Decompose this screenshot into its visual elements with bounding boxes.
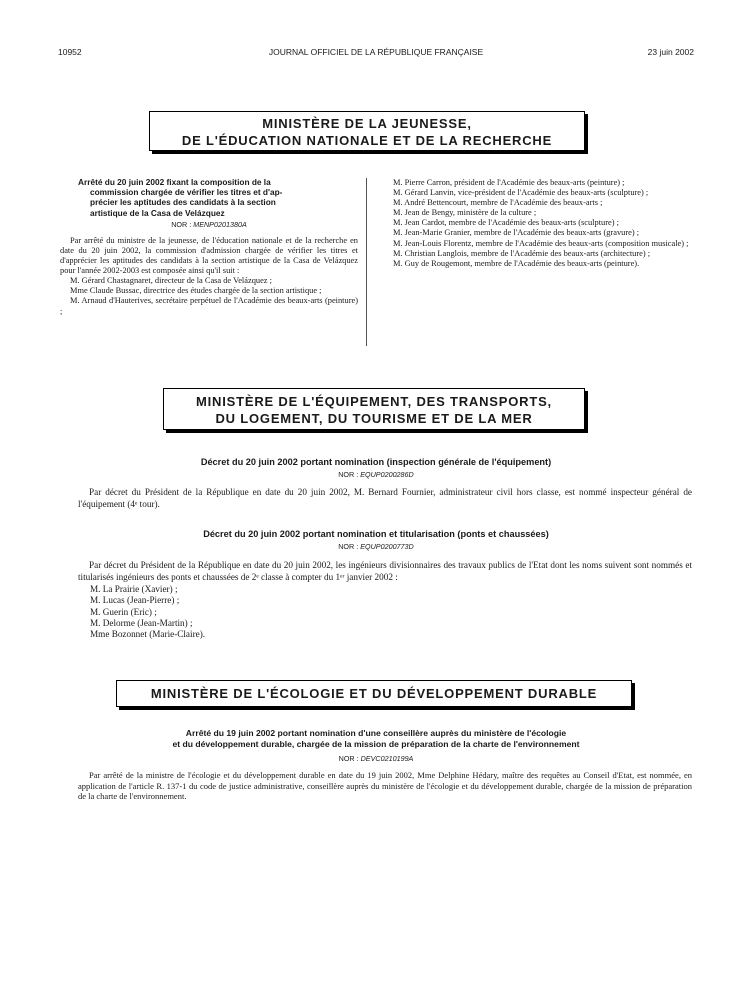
nor-label: NOR : — [338, 754, 359, 763]
page-header — [58, 47, 694, 61]
article-title — [78, 177, 340, 218]
decree-title: Décret du 20 juin 2002 portant nomination (inspection générale de l'équipement) — [200, 457, 552, 467]
nor-code: EQUP0200773D — [360, 542, 414, 551]
appointee-item: M. La Prairie (Xavier) ; — [90, 584, 178, 594]
member-item: M. Jean de Bengy, ministère de la culture ; — [393, 208, 537, 218]
column-divider — [366, 178, 367, 346]
article-title-line: précier les aptitudes des candidats à la section — [90, 197, 276, 208]
article-title-line: et du développement durable, chargée de la mission de préparation de la charte de l'environnement — [172, 739, 580, 749]
appointee-item: M. Lucas (Jean-Pierre) ; — [90, 595, 180, 606]
journal-title: JOURNAL OFFICIEL DE LA RÉPUBLIQUE FRANÇAISE — [268, 47, 484, 57]
nor-label: NOR : — [338, 470, 359, 479]
nor-code: EQUP0200286D — [360, 470, 414, 479]
decree-paragraph: Par décret du Président de la République en date du 20 juin 2002, M. Bernard Fournier, administrateur civil hors classe, est nommé inspecteur général de l'équipement (4ᵉ tour). — [78, 487, 692, 509]
ministry-box-education — [149, 111, 585, 151]
ministry-title-line: MINISTÈRE DE LA JEUNESSE, — [262, 116, 472, 131]
nor-label: NOR : — [338, 542, 359, 551]
ministry-box-equipment — [163, 388, 585, 430]
member-list-left — [60, 276, 358, 316]
ministry-box-ecology — [116, 680, 632, 707]
member-item: M. André Bettencourt, membre de l'Académie des beaux-arts ; — [393, 198, 603, 208]
nor-reference — [60, 470, 692, 479]
member-item: M. Gérard Lanvin, vice-président de l'Académie des beaux-arts (sculpture) ; — [393, 188, 649, 198]
member-item: M. Pierre Carron, président de l'Académie des beaux-arts (peinture) ; — [393, 178, 625, 187]
appointee-item: M. Guerin (Eric) ; — [90, 606, 157, 617]
article-title-line: commission chargée de vérifier les titres et d'ap- — [90, 187, 283, 198]
article-title — [60, 728, 692, 750]
decree-paragraph: Par décret du Président de la République en date du 20 juin 2002, les ingénieurs divisionnaires des travaux publics de l'Etat dont les noms suivent sont nommés et titularisés ingénieurs des ponts et chaussées de 2ᵉ classe à compter du 1ᵉʳ janvier 2002 : — [78, 560, 692, 582]
decree-text — [78, 487, 692, 510]
article-title-line: artistique de la Casa de Velázquez — [90, 207, 225, 218]
ministry-title-line: MINISTÈRE DE L'ÉQUIPEMENT, DES TRANSPORTS, — [196, 394, 552, 409]
article-intro: Par arrêté du ministre de la jeunesse, de l'éducation nationale et de la recherche en date du 20 juin 2002, la commission d'admission chargée de vérifier les titres et d'apprécier les aptitudes des candidats à la section artistique de la Casa de Velázquez pour l'année 2002-2003 est composée ainsi qu'il suit : — [60, 235, 358, 276]
member-item: M. Guy de Rougemont, membre de l'Académie des beaux-arts (peinture). — [393, 258, 640, 268]
decree-title: Décret du 20 juin 2002 portant nomination et titularisation (ponts et chaussées) — [203, 529, 549, 539]
page-number: 10952 — [58, 47, 82, 57]
member-item: M. Jean Cardot, membre de l'Académie des beaux-arts (sculpture) ; — [393, 218, 619, 228]
ministry-title-line: DU LOGEMENT, DU TOURISME ET DE LA MER — [215, 411, 533, 426]
article-paragraph: Par arrêté de la ministre de l'écologie et du développement durable en date du 19 juin 2002, Mme Delphine Hédary, maître des requêtes au Conseil d'Etat, est nommée, en application de l'article R. 137-1 du code de justice administrative, conseillère auprès du ministère de l'écologie et du développement durable, chargée de la mission de préparation de la charte de l'environnement. — [78, 770, 692, 802]
appointee-item: M. Delorme (Jean-Martin) ; — [90, 617, 193, 628]
nor-code: MENP0201380A — [193, 219, 247, 229]
member-item: M. Gérard Chastagnaret, directeur de la Casa de Velázquez ; — [70, 276, 272, 286]
appointee-item: Mme Bozonnet (Marie-Claire). — [90, 629, 206, 640]
nor-reference — [60, 754, 692, 763]
member-list-right — [383, 178, 693, 269]
nor-code: DEVC0210199A — [360, 754, 414, 763]
member-item: M. Jean-Marie Granier, membre de l'Académie des beaux-arts (gravure) ; — [393, 228, 640, 238]
issue-date: 23 juin 2002 — [647, 47, 694, 57]
nor-reference — [60, 542, 692, 551]
member-item: M. Jean-Louis Florentz, membre de l'Académie des beaux-arts (composition musicale) ; — [393, 238, 689, 248]
nor-reference — [60, 220, 358, 230]
decree-text — [78, 560, 692, 583]
member-item: Mme Claude Bussac, directrice des études chargée de la section artistique ; — [70, 286, 322, 296]
ministry-title-line: DE L'ÉDUCATION NATIONALE ET DE LA RECHERCHE — [181, 133, 553, 148]
member-item: M. Arnaud d'Hauterives, secrétaire perpétuel de l'Académie des beaux-arts (peinture) ; — [60, 296, 358, 316]
article-left-column — [60, 177, 358, 317]
nor-label: NOR : — [171, 219, 192, 229]
appointee-list — [90, 584, 205, 640]
article-title-line: Arrêté du 20 juin 2002 fixant la composition de la — [78, 177, 271, 187]
member-item: M. Christian Langlois, membre de l'Académie des beaux-arts (architecture) ; — [393, 248, 651, 258]
ministry-title-line: MINISTÈRE DE L'ÉCOLOGIE ET DU DÉVELOPPEMENT DURABLE — [150, 686, 598, 701]
article-title-line: Arrêté du 19 juin 2002 portant nomination d'une conseillère auprès du ministère de l'écologie — [185, 728, 567, 738]
article-text — [78, 770, 692, 802]
